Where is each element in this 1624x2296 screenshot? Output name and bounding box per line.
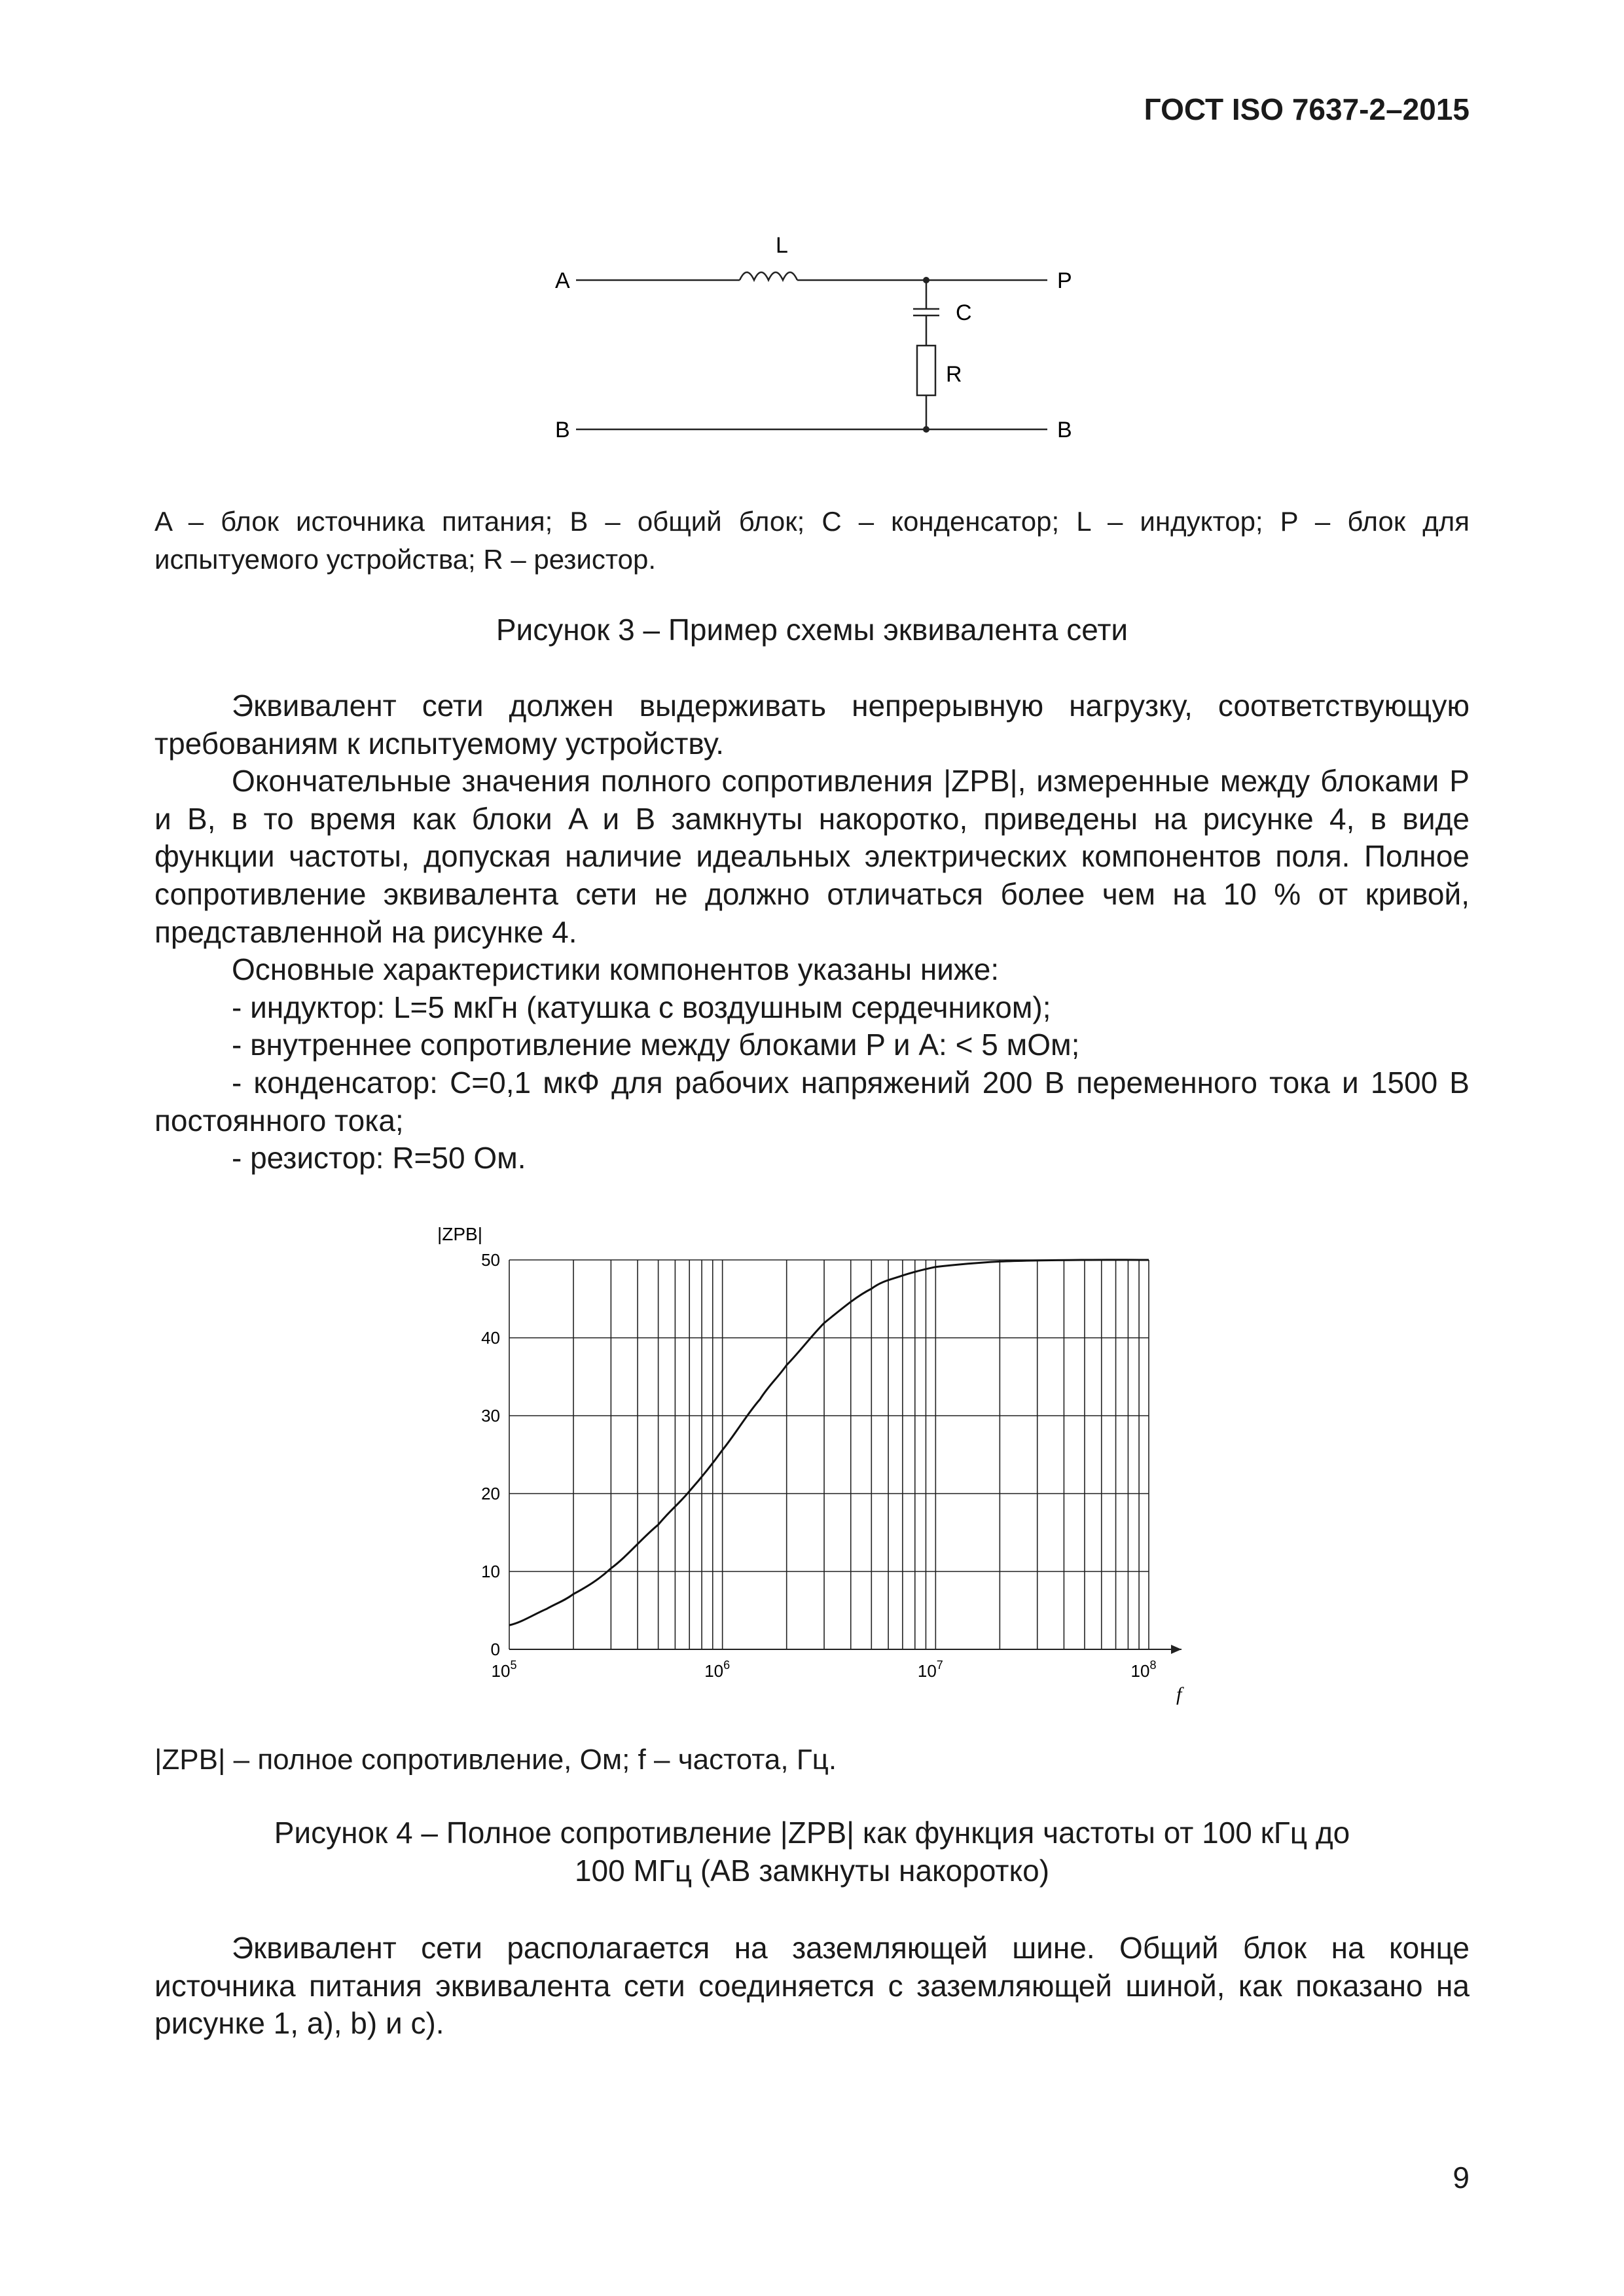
list-item: - конденсатор: C=0,1 мкФ для рабочих напряжений 200 В переменного тока и 1500 В постоянного тока; (154, 1065, 1470, 1138)
closing-text (154, 1929, 1470, 2043)
caption-line: 100 МГц (AB замкнуты накоротко) (574, 1854, 1050, 1888)
y-axis-label: |ZPB| (437, 1224, 483, 1244)
capacitor-symbol (913, 309, 939, 315)
inductor-symbol (740, 272, 797, 280)
circuit-label-r: R (946, 362, 962, 387)
list-item: - индуктор: L=5 мкГн (катушка с воздушным сердечником); (232, 990, 1051, 1024)
figure-4-caption (154, 1814, 1470, 1890)
impedance-curve (509, 1260, 1149, 1625)
list-item: - внутреннее сопротивление между блоками P и A: < 5 мОм; (232, 1028, 1080, 1062)
circuit-label-l: L (776, 233, 788, 258)
chart-grid (509, 1260, 1182, 1654)
y-tick-label: 40 (481, 1328, 500, 1348)
x-tick-exponent: 7 (936, 1659, 943, 1672)
y-tick-label: 50 (481, 1250, 500, 1270)
x-axis-label: f (1176, 1683, 1182, 1705)
figure-4-chart (393, 1211, 1244, 1721)
caption-line: Рисунок 4 – Полное сопротивление |ZPB| как функция частоты от 100 кГц до (274, 1816, 1350, 1850)
x-tick-label: $10^7$ (917, 1659, 943, 1681)
figure-3-caption: Рисунок 3 – Пример схемы эквивалента сети (496, 613, 1128, 647)
y-tick-label: 10 (481, 1562, 500, 1581)
paragraph: Эквивалент сети располагается на заземляющей шине. Общий блок на конце источника питания эквивалента сети соединяется с заземляющей шиной, как показано на рисунке 1, a), b) и c). (154, 1931, 1470, 2041)
x-tick-exponent: 6 (723, 1659, 731, 1672)
list-item: - резистор: R=50 Ом. (232, 1141, 526, 1175)
figure-4-legend: |ZPB| – полное сопротивление, Ом; f – частота, Гц. (154, 1744, 837, 1776)
x-axis-arrow (1171, 1645, 1182, 1654)
chart-tick-labels (481, 1250, 1156, 1681)
x-tick-exponent: 5 (510, 1659, 517, 1672)
x-tick-label: $10^8$ (1130, 1659, 1157, 1681)
x-tick-label: $10^5$ (491, 1659, 517, 1681)
circuit-label-b-left: B (555, 418, 570, 442)
figure-3-circuit-diagram (524, 229, 1113, 452)
y-tick-label: 20 (481, 1484, 500, 1503)
main-text (154, 687, 1470, 1177)
circuit-label-c: C (956, 300, 972, 325)
figure-3-legend: A – блок источника питания; B – общий блок; C – конденсатор; L – индуктор; P – блок для испытуемого устройства; R – резистор. (154, 506, 1470, 575)
page-number: 9 (1453, 2161, 1470, 2195)
circuit-label-a: A (555, 268, 570, 293)
paragraph: Основные характеристики компонентов указаны ниже: (232, 952, 1000, 987)
y-tick-label: 30 (481, 1406, 500, 1426)
document-id: ГОСТ ISO 7637-2–2015 (1144, 92, 1470, 126)
paragraph: Окончательные значения полного сопротивления |ZPB|, измеренные между блоками P и B, в то время как блоки A и B замкнуты накоротко, приведены на рисунке 4, в виде функции частоты, допуская наличие идеальных электрических компонентов поля. Полное сопротивление эквивалента сети не должно отличаться более чем на 10 % от кривой, представленной на рисунке 4. (154, 764, 1470, 949)
circuit-label-p: P (1057, 268, 1072, 293)
y-tick-label: 0 (490, 1640, 500, 1659)
resistor-symbol (917, 346, 935, 395)
x-tick-exponent: 8 (1149, 1659, 1157, 1672)
paragraph: Эквивалент сети должен выдерживать непрерывную нагрузку, соответствующую требованиям к испытуемому устройству. (154, 689, 1470, 761)
x-tick-label: $10^6$ (704, 1659, 731, 1681)
circuit-label-b-right: B (1057, 418, 1072, 442)
